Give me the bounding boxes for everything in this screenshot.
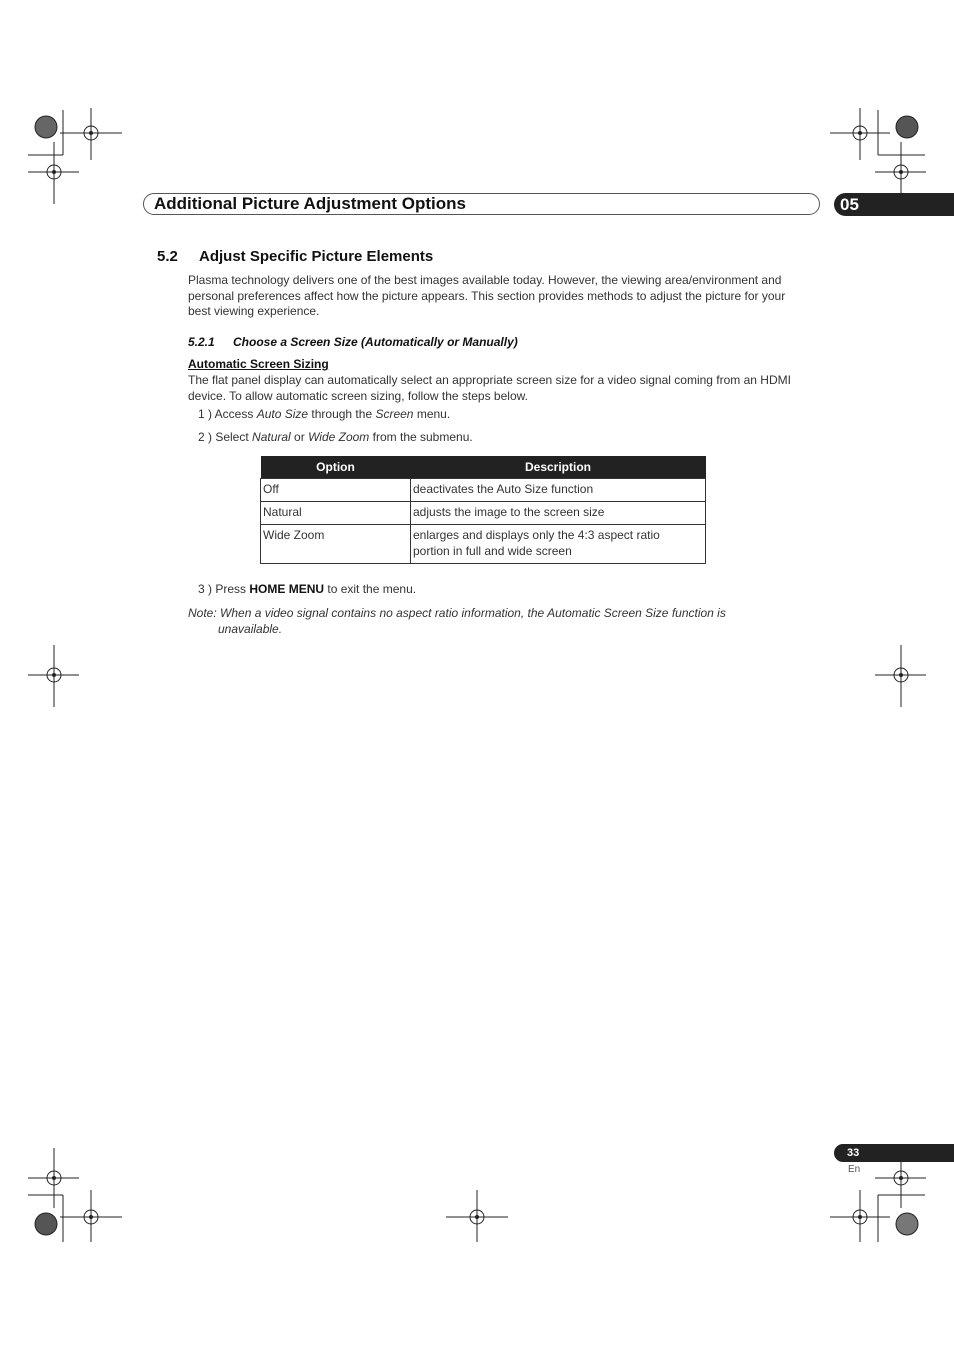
option-column-header: Option <box>261 456 411 479</box>
auto-sizing-body <box>188 373 828 404</box>
auto-sizing-heading: Automatic Screen Sizing <box>188 357 329 371</box>
subsection-heading <box>188 335 518 349</box>
step-text: or <box>290 430 309 444</box>
step-text: to exit the menu. <box>324 582 417 596</box>
option-cell: Wide Zoom <box>261 525 411 564</box>
chapter-badge: 05 <box>834 193 954 216</box>
section-number: 5.2 <box>157 248 178 265</box>
page-number-badge: 33 <box>834 1144 954 1162</box>
section-title: Adjust Specific Picture Elements <box>199 248 434 265</box>
menu-name: Screen <box>375 407 414 421</box>
step-1 <box>198 407 450 421</box>
section-intro <box>188 273 828 320</box>
description-cell: deactivates the Auto Size function <box>411 479 706 502</box>
description-line: enlarges and displays only the 4:3 aspect ratio <box>413 528 660 542</box>
note <box>188 605 788 637</box>
step-text: from the submenu. <box>369 430 473 444</box>
option-name: Natural <box>252 430 291 444</box>
intro-line: best viewing experience. <box>188 304 320 318</box>
page-header-title: Additional Picture Adjustment Options <box>154 194 466 213</box>
option-cell: Off <box>261 479 411 502</box>
step-3 <box>198 582 416 596</box>
language-label: En <box>848 1164 861 1175</box>
step-2 <box>198 430 473 444</box>
body-line: device. To allow automatic screen sizing, follow the steps below. <box>188 388 528 403</box>
description-cell <box>411 525 706 564</box>
button-name: HOME MENU <box>249 582 325 596</box>
option-name: Wide Zoom <box>308 430 370 444</box>
description-column-header: Description <box>411 456 706 479</box>
description-cell: adjusts the image to the screen size <box>411 502 706 525</box>
menu-item-name: Auto Size <box>256 407 309 421</box>
option-cell: Natural <box>261 502 411 525</box>
section-heading <box>157 248 433 265</box>
table-row <box>261 525 706 564</box>
subsection-title: Choose a Screen Size (Automatically or Manually) <box>233 335 518 349</box>
step-text: through the <box>308 407 376 421</box>
intro-line: personal preferences affect how the picture appears. This section provides methods to adjust the picture for your <box>188 288 786 303</box>
note-line: Note: When a video signal contains no aspect ratio information, the Automatic Screen Size function is <box>188 606 726 620</box>
body-line: The flat panel display can automatically select an appropriate screen size for a video signal coming from an HDMI <box>188 373 791 387</box>
step-text: 3 ) Press <box>198 582 250 596</box>
intro-line: Plasma technology delivers one of the best images available today. However, the viewing area/environment and <box>188 273 782 287</box>
note-line: unavailable. <box>218 622 283 636</box>
table-header-row <box>261 456 706 479</box>
description-line: portion in full and wide screen <box>413 544 572 558</box>
step-text: 2 ) Select <box>198 430 253 444</box>
step-text: 1 ) Access <box>198 407 257 421</box>
table-row <box>261 479 706 502</box>
step-text: menu. <box>413 407 451 421</box>
options-table <box>260 456 706 564</box>
subsection-number: 5.2.1 <box>188 335 215 349</box>
table-row <box>261 502 706 525</box>
